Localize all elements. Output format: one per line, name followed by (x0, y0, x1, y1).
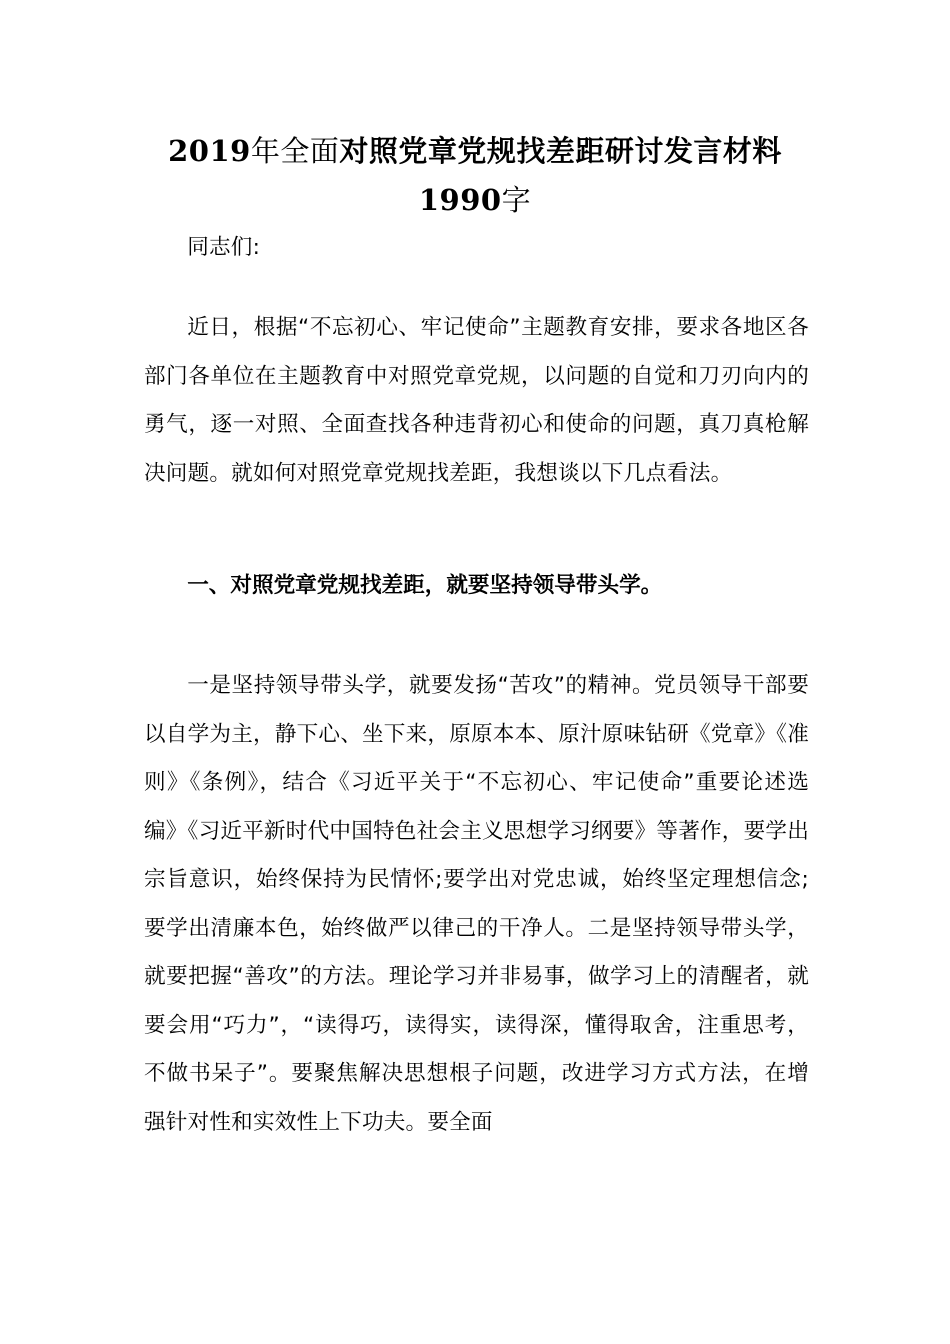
section-heading-1: 一、对照党章党规找差距，就要坚持领导带头学。 (187, 573, 663, 598)
document-title (0, 133, 950, 169)
title-word-unit: 字 (501, 183, 532, 217)
title-main: 对照党章党规找差距研讨发言材料 (339, 134, 782, 168)
paragraph-intro: 近日，根据“不忘初心、牢记使命”主题教育安排，要求各地区各部门各单位在主题教育中对照党章党规，以问题的自觉和刀刃向内的勇气，逐一对照、全面查找各种违背初心和使命的问题，真刀真枪解决问题。就如何对照党章党规找差距，我想谈以下几点看法。 (144, 315, 809, 486)
paragraph-body: 一是坚持领导带头学，就要发扬“苦攻”的精神。党员领导干部要以自学为主，静下心、坐下来，原原本本、原汁原味钻研《党章》《准则》《条例》，结合《习近平关于“不忘初心、牢记使命”重要论述选编》《习近平新时代中国特色社会主义思想学习纲要》等著作，要学出宗旨意识，始终保持为民情怀;要学出对党忠诚，始终坚定理想信念;要学出清廉本色，始终做严以律己的干净人。二是坚持领导带头学，就要把握“善攻”的方法。理论学习并非易事，做学习上的清醒者，就要会用“巧力”，“读得巧，读得实，读得深，懂得取舍，注重思考，不做书呆子”。要聚焦解决思想根子问题，改进学习方式方法，在增强针对性和实效性上下功夫。要全面 (144, 673, 809, 1135)
document-title-wordcount (0, 182, 950, 218)
greeting: 同志们: (187, 235, 261, 260)
title-word-count: 1990 (418, 183, 502, 217)
title-prefix: 年全面 (250, 134, 340, 168)
title-year: 2019 (168, 134, 251, 168)
